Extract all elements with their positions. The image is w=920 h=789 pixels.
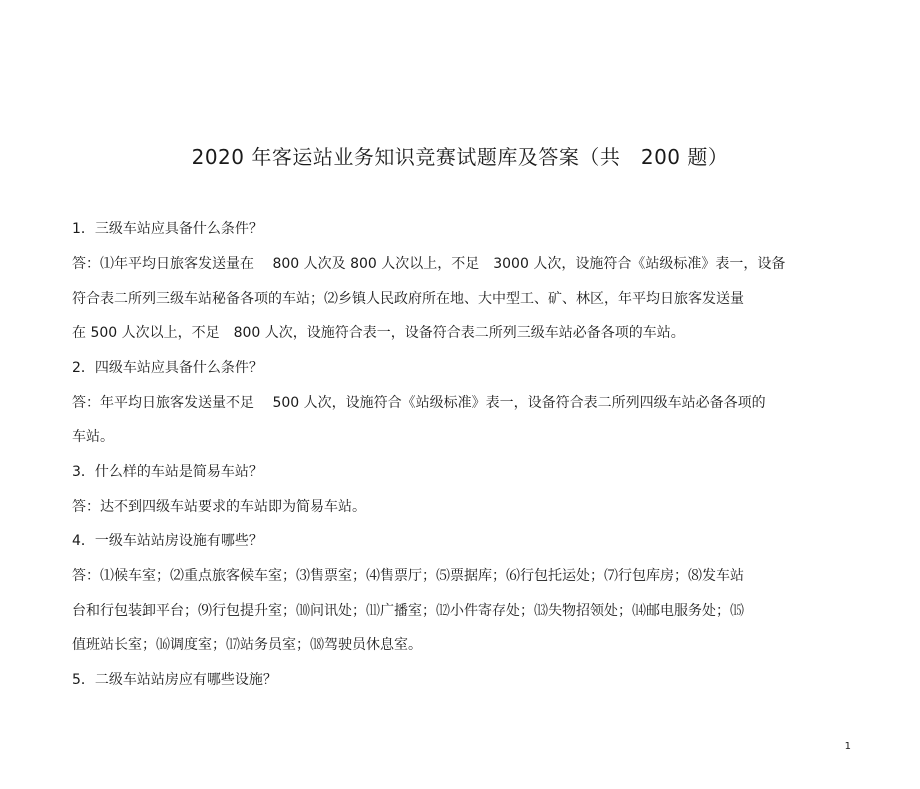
question-3: 3．什么样的车站是简易车站？ — [72, 463, 263, 480]
document-title: 2020 年客运站业务知识竞赛试题库及答案（共 200 题） — [191, 145, 729, 169]
question-4: 4．一级车站站房设施有哪些？ — [72, 533, 263, 549]
answer-2-line-1: 答：年平均日旅客发送量不足 500 人次，设施符合《站级标准》表一，设备符合表二所列四级车站必备各项的 — [72, 394, 766, 411]
answer-4-line-1: 答：⑴候车室；⑵重点旅客候车室；⑶售票室；⑷售票厅；⑸票据库；⑹行包托运处；⑺行包库房；⑻发车站 — [72, 568, 744, 584]
answer-1-line-2: 符合表二所列三级车站秘备各项的车站；⑵乡镇人民政府所在地、大中型工、矿、林区，年平均日旅客发送量 — [72, 290, 744, 307]
answer-2-line-2: 车站。 — [72, 429, 114, 445]
answer-1-line-3: 在 500 人次以上，不足 800 人次，设施符合表一，设备符合表二所列三级车站必备各项的车站。 — [72, 325, 685, 341]
question-1: 1．三级车站应具备什么条件？ — [72, 221, 263, 237]
answer-3-line-1: 答：达不到四级车站要求的车站即为简易车站。 — [72, 498, 366, 515]
question-5: 5．二级车站站房应有哪些设施？ — [72, 671, 277, 688]
answer-4-line-3: 值班站长室；⒃调度室；⒄站务员室；⒅驾驶员休息室。 — [72, 637, 422, 653]
answer-4-line-2: 台和行包装卸平台；⑼行包提升室；⑽问讯处；⑾广播室；⑿小件寄存处；⒀失物招领处；⒁邮电服务处；⒂ — [72, 602, 744, 619]
page-number: 1 — [844, 741, 851, 752]
answer-1-line-1: 答：⑴年平均日旅客发送量在 800 人次及 800 人次以上，不足 3000 人次，设施符合《站级标准》表一，设备 — [72, 256, 786, 272]
question-2: 2．四级车站应具备什么条件？ — [72, 359, 263, 376]
document-body — [72, 219, 842, 705]
